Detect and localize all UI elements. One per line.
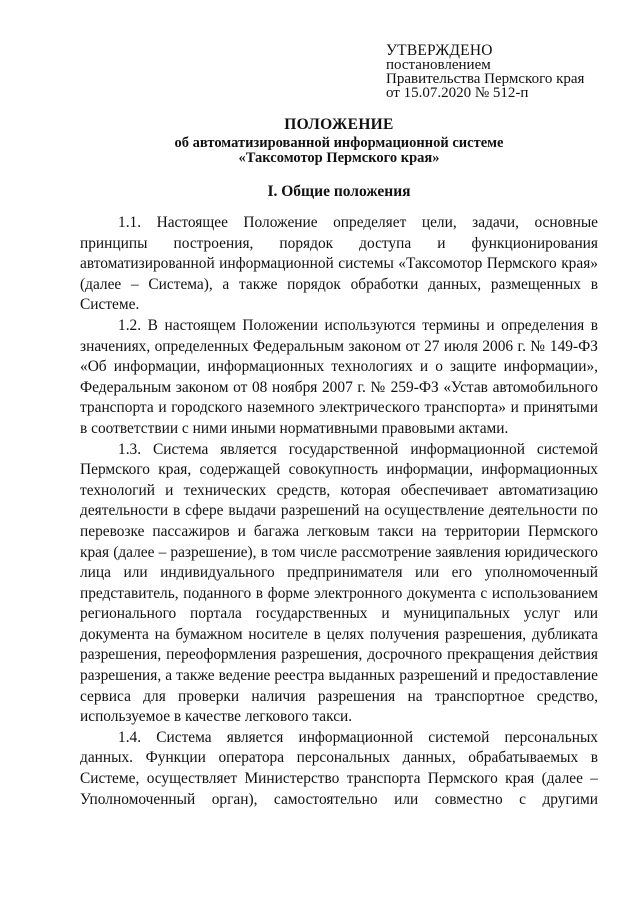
section-heading: I. Общие положения <box>267 183 411 200</box>
approval-line-2: Правительства Пермского края <box>386 71 585 87</box>
approval-title: УТВЕРЖДЕНО <box>386 42 493 59</box>
approval-line-1: постановлением <box>386 57 491 73</box>
paragraph-1-1: 1.1. Настоящее Положение определяет цели, задачи, основные принципы построения, порядок доступа и функционирования автоматизированной информационной системы «Таксомотор Пермского края» (далее – Система), а также порядок обработки данных, размещенных в Системе. <box>80 214 598 314</box>
document-subtitle-line-1: об автоматизированной информационной системе <box>174 135 504 151</box>
paragraph-1-4: 1.4. Система является информационной системой персональных данных. Функции оператора персональных данных, обрабатываемых в Системе, осуществляет Министерство транспорта Пермского края (далее – Уполномоченный орган), самостоятельно или совместно с другими <box>80 728 598 808</box>
document-body <box>80 213 598 810</box>
approval-line-3: от 15.07.2020 № 512-п <box>386 85 529 101</box>
paragraph-1-3: 1.3. Система является государственной информационной системой Пермского края, содержащей совокупность информации, информационных технологий и технических средств, которая обеспечивает автоматизацию деятельности в сфере выдачи разрешений на осуществление деятельности по перевозке пассажиров и багажа легковым такси на территории Пермского края (далее – разрешение), в том числе рассмотрение заявления юридического лица или индивидуального предпринимателя или его уполномоченный представитель, поданного в форме электронного документа с использованием регионального портала государственных и муниципальных услуг или документа на бумажном носителе в целях получения разрешения, дубликата разрешения, переоформления разрешения, досрочного прекращения действия разрешения, а также ведение реестра выданных разрешений и предоставление сервиса для проверки наличия разрешения на транспортное средство, используемое в качестве легкового такси. <box>80 440 598 726</box>
document-title: ПОЛОЖЕНИЕ <box>284 116 394 133</box>
approval-stamp-block <box>386 44 616 100</box>
document-subtitle-line-2: «Таксомотор Пермского края» <box>238 150 440 166</box>
paragraph-1-2: 1.2. В настоящем Положении используются термины и определения в значениях, определенных Федеральным законом от 27 июля 2006 г. № 149-ФЗ «Об информации, информационных технологиях и о защите информации», Федеральным законом от 08 ноября 2007 г. № 259-ФЗ «Устав автомобильного транспорта и городского наземного электрического транспорта» и принятыми в соответствии с ними иными нормативными правовыми актами. <box>80 316 598 437</box>
